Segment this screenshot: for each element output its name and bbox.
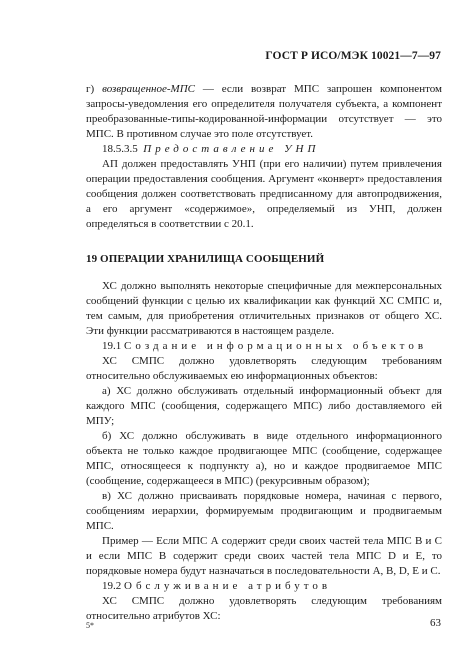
paragraph-unp: АП должен предоставлять УНП (при его наличии) путем привлечения операции предоставления сообщения. Аргумент «конверт» предоставления сообщения должен соответствовать предписанному для автопродвижения, а его аргумент «содержимое», определяемый из УНП, должен определяться в соответствии с 20.1. bbox=[86, 158, 442, 230]
document-header: ГОСТ Р ИСО/МЭК 10021—7—97 bbox=[265, 50, 441, 62]
document-body bbox=[86, 82, 442, 624]
subsection-number: 18.5.3.5 bbox=[102, 143, 138, 155]
subsection-19-1 bbox=[86, 339, 442, 354]
section-heading: 19 ОПЕРАЦИИ ХРАНИЛИЩА СООБЩЕНИЙ bbox=[86, 253, 325, 265]
list-item-v: в) ХС должно присваивать порядковые номера, начиная с первого, сообщениям иерархии, формируемым продвигающим и продвигаемым МПС. bbox=[86, 490, 442, 532]
item-g-text: — если возврат МПС запрошен компонентом запросы-уведомления его определителя получателя субъекта, а компонент преобразованные-типы-кодированной-информации отсутствует — это МПС. В противном случае это поле отсутствует. bbox=[86, 83, 442, 140]
item-g-prefix: г) bbox=[86, 83, 103, 95]
list-item-b: б) ХС должно обслуживать в виде отдельного информационного объекта не только каждое продвигающее МПС (сообщение, содержащее МПС, относящееся к подпункту а), но и каждое продвигаемое МПС (сообщение, содержащееся в МПС) (рекурсивным образом); bbox=[86, 430, 442, 487]
signature-mark: 5* bbox=[86, 621, 94, 630]
example-note: Пример — Если МПС А содержит среди своих частей тела МПС В и С и если МПС В содержит среди своих частей тела МПС D и Е, то порядковые номера будут назначаться в последовательности А, В, D, Е и С. bbox=[86, 535, 442, 577]
paragraph-19-1: ХС СМПС должно удовлетворять следующим требованиям относительно обслуживаемых ею информационных объектов: bbox=[86, 355, 442, 382]
page-number: 63 bbox=[430, 617, 441, 629]
subsection-title: Обслуживание атрибутов bbox=[124, 580, 332, 592]
list-item-a: а) ХС должно обслуживать отдельный информационный объект для каждого МПС (сообщения, содержащего МПС) либо доставляемого ей МПУ; bbox=[86, 385, 442, 427]
paragraph-19-2: ХС СМПС должно удовлетворять следующим требованиям относительно атрибутов ХС: bbox=[86, 595, 442, 622]
item-g-term: возвращенное-МПС bbox=[102, 83, 195, 95]
subsection-number: 19.2 bbox=[102, 580, 122, 592]
subsection-19-2 bbox=[86, 579, 442, 594]
subsection-title: Создание информационных объектов bbox=[124, 340, 428, 352]
subsection-title: Предоставление УНП bbox=[143, 143, 320, 155]
paragraph-intro: ХС должно выполнять некоторые специфичные для межперсональных сообщений функции с целью их квалификации как функций ХС СМПС и, тем самым, для приобретения отличительных признаков от общего ХС. Эти функции рассматриваются в настоящем разделе. bbox=[86, 280, 442, 337]
item-g bbox=[86, 82, 442, 142]
subsection-18-5-3-5 bbox=[86, 142, 442, 157]
subsection-number: 19.1 bbox=[102, 340, 122, 352]
